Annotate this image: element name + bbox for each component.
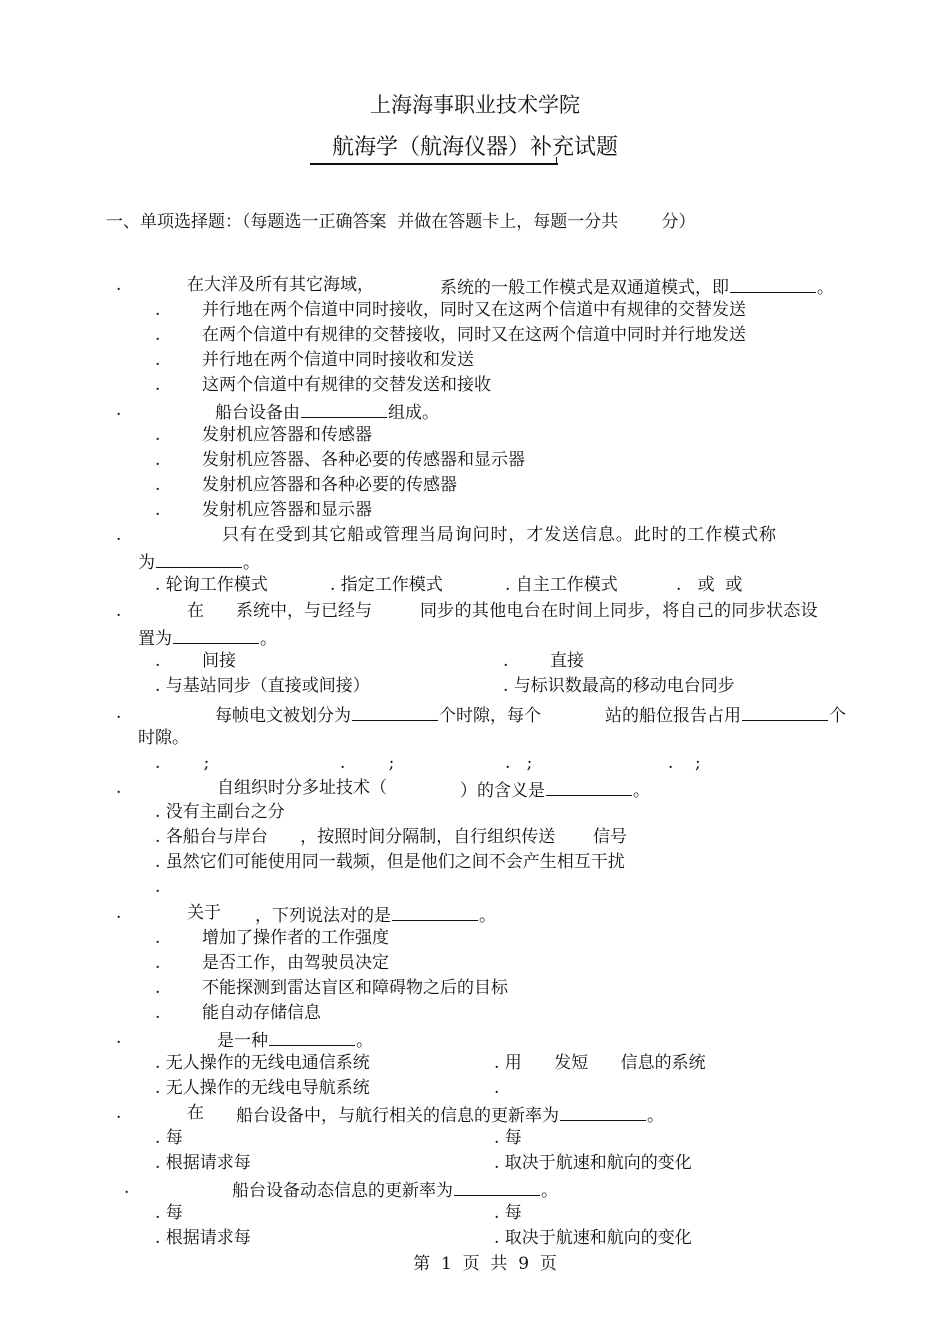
q10-answer-blank	[454, 1177, 540, 1196]
q1-option-b: 在两个信道中有规律的交替接收，同时又在这两个信道中同时并行地发送	[202, 325, 746, 345]
q7-option-c-dot: .	[155, 978, 161, 998]
q7-end: 。	[479, 906, 496, 926]
q1-option-d-dot: .	[155, 375, 161, 395]
q6-option-a: . 没有主副台之分	[155, 802, 285, 822]
q7-text-b: ，下列说法对的是	[255, 906, 391, 926]
q9-end: 。	[647, 1106, 664, 1126]
q4-option-b-dot: .	[503, 651, 509, 671]
q8-number: .	[116, 1028, 122, 1048]
q7-option-b: 是否工作，由驾驶员决定	[202, 953, 389, 973]
q9-text-a: 在	[187, 1103, 204, 1123]
q8-stem	[217, 1027, 373, 1052]
q2-option-a-dot: .	[155, 425, 161, 445]
q2-option-b-dot: .	[155, 450, 161, 470]
q4-option-a: 间接	[202, 651, 236, 671]
q6-option-b: . 各船台与岸台 ，按照时间分隔制，自行组织传送 信号	[155, 827, 628, 847]
q7-text-a: 关于	[187, 903, 221, 923]
q4-text-c: 同步的其他电台在时间上同步，将自己的同步状态设	[420, 601, 818, 621]
q9-text-b: 船台设备中，与航行相关的信息的更新率为	[236, 1106, 559, 1126]
q2-text-a: 船台设备由	[215, 403, 300, 423]
school-name: 上海海事职业技术学院	[370, 93, 580, 117]
q7-answer-blank	[392, 902, 478, 921]
q4-end: 。	[260, 629, 277, 649]
q7-number: .	[116, 903, 122, 923]
q4-text-b: 系统中，与已经与	[236, 601, 372, 621]
q6-stem	[460, 777, 650, 802]
page-footer: 第 1 页 共 9 页	[413, 1254, 557, 1274]
q2-option-c: 发射机应答器和各种必要的传感器	[202, 475, 457, 495]
q4-text-d: 置为	[138, 629, 172, 649]
exam-title: 航海学（航海仪器）补充试题	[331, 135, 618, 160]
q3-option-b: . 指定工作模式	[330, 575, 443, 595]
q5-number: .	[116, 703, 122, 723]
q10-option-d: . 取决于航速和航向的变化	[494, 1228, 692, 1248]
q1-option-b-dot: .	[155, 325, 161, 345]
q10-number: .	[124, 1178, 130, 1198]
q7-option-a: 增加了操作者的工作强度	[202, 928, 389, 948]
q7-option-b-dot: .	[155, 953, 161, 973]
q1-end: 。	[817, 278, 834, 298]
q9-option-d: . 取决于航速和航向的变化	[494, 1153, 692, 1173]
q9-stem	[236, 1102, 664, 1127]
q8-option-c: . 无人操作的无线电导航系统	[155, 1078, 370, 1098]
q2-option-d: 发射机应答器和显示器	[202, 500, 372, 520]
q5-answer-blank-1	[352, 702, 438, 721]
q2-option-a: 发射机应答器和传感器	[202, 425, 372, 445]
q1-option-c: 并行地在两个信道中同时接收和发送	[202, 350, 474, 370]
q2-option-b: 发射机应答器、各种必要的传感器和显示器	[202, 450, 525, 470]
q4-option-c: . 与基站同步（直接或间接）	[155, 676, 370, 696]
q1-text-b: 系统的一般工作模式是双通道模式，即	[440, 278, 729, 298]
q8-text-a: 是一种	[217, 1031, 268, 1051]
q2-text-b: 组成。	[388, 403, 439, 423]
q5-text-c: 站的船位报告占用	[605, 706, 741, 726]
q5-text-a: 每帧电文被划分为	[215, 706, 351, 726]
q10-stem	[232, 1177, 558, 1202]
q4-option-a-dot: .	[155, 651, 161, 671]
q2-answer-blank	[301, 399, 387, 418]
q5-stem-a	[215, 702, 541, 727]
q2-stem	[215, 399, 439, 424]
q1-text-a: 在大洋及所有其它海域，	[187, 275, 374, 295]
q8-option-a: . 无人操作的无线电通信系统	[155, 1053, 370, 1073]
q10-text-a: 船台设备动态信息的更新率为	[232, 1181, 453, 1201]
q3-text-a: 只有在受到其它船或管理当局询问时，才发送信息。此时的工作模式称	[222, 525, 777, 545]
q5-text-b: 个时隙，每个	[439, 706, 541, 726]
q9-option-a: . 每	[155, 1128, 183, 1148]
q4-option-b: 直接	[550, 651, 584, 671]
q7-stem	[255, 902, 496, 927]
q6-text-b: ）的含义是	[460, 781, 545, 801]
q1-number: .	[116, 275, 122, 295]
q2-option-c-dot: .	[155, 475, 161, 495]
q1-option-c-dot: .	[155, 350, 161, 370]
q9-number: .	[116, 1103, 122, 1123]
q6-number: .	[116, 778, 122, 798]
q8-option-b: . 用 发短 信息的系统	[494, 1053, 706, 1073]
q7-option-a-dot: .	[155, 928, 161, 948]
q1-option-d: 这两个信道中有规律的交替发送和接收	[202, 375, 491, 395]
q3-end: 。	[243, 553, 260, 573]
q3-answer-blank	[156, 549, 242, 568]
q5-option-a: . ;	[155, 753, 210, 773]
q6-text-a: 自组织时分多址技术（	[217, 778, 387, 798]
q10-option-b: . 每	[494, 1203, 522, 1223]
q4-text-a: 在	[187, 601, 204, 621]
q10-option-a: . 每	[155, 1203, 183, 1223]
q6-option-c: . 虽然它们可能使用同一载频，但是他们之间不会产生相互干扰	[155, 852, 625, 872]
q3-number: .	[116, 525, 122, 545]
q1-answer-blank	[730, 274, 816, 293]
q9-answer-blank	[560, 1102, 646, 1121]
q2-option-d-dot: .	[155, 500, 161, 520]
q1-stem	[440, 274, 834, 299]
q6-end: 。	[633, 781, 650, 801]
q7-option-d: 能自动存储信息	[202, 1003, 321, 1023]
q5-stem-b	[605, 702, 846, 727]
q8-option-d: .	[494, 1078, 500, 1098]
q7-option-d-dot: .	[155, 1003, 161, 1023]
q3-option-a: . 轮询工作模式	[155, 575, 268, 595]
q9-option-c: . 根据请求每	[155, 1153, 251, 1173]
q10-end: 。	[541, 1181, 558, 1201]
q5-option-d: . ;	[668, 753, 701, 773]
q6-option-d: .	[155, 877, 161, 897]
q8-end: 。	[356, 1031, 373, 1051]
q1-option-a: 并行地在两个信道中同时接收，同时又在这两个信道中有规律的交替发送	[202, 300, 746, 320]
q5-text-e: 时隙。	[138, 728, 189, 748]
q6-answer-blank	[546, 777, 632, 796]
q10-option-c: . 根据请求每	[155, 1228, 251, 1248]
q3-stem-cont	[138, 549, 260, 574]
q3-option-c: . 自主工作模式	[505, 575, 618, 595]
q8-answer-blank	[269, 1027, 355, 1046]
q3-option-d: . 或 或	[676, 575, 743, 595]
q4-option-d: . 与标识数最高的移动电台同步	[503, 676, 735, 696]
q5-answer-blank-2	[742, 702, 828, 721]
q2-number: .	[116, 400, 122, 420]
q3-text-b: 为	[138, 553, 155, 573]
title-underline	[310, 163, 558, 165]
q5-text-d: 个	[829, 706, 846, 726]
q4-stem-cont	[138, 625, 277, 650]
q1-option-a-dot: .	[155, 300, 161, 320]
q7-option-c: 不能探测到雷达盲区和障碍物之后的目标	[202, 978, 508, 998]
q5-option-b: . ;	[340, 753, 395, 773]
q4-answer-blank	[173, 625, 259, 644]
q5-option-c: . ;	[505, 753, 533, 773]
q9-option-b: . 每	[494, 1128, 522, 1148]
section-heading: 一、单项选择题：（每题选一正确答案 并做在答题卡上，每题一分共 分）	[106, 212, 696, 232]
q4-number: .	[116, 601, 122, 621]
title-underline-tick	[556, 157, 557, 165]
